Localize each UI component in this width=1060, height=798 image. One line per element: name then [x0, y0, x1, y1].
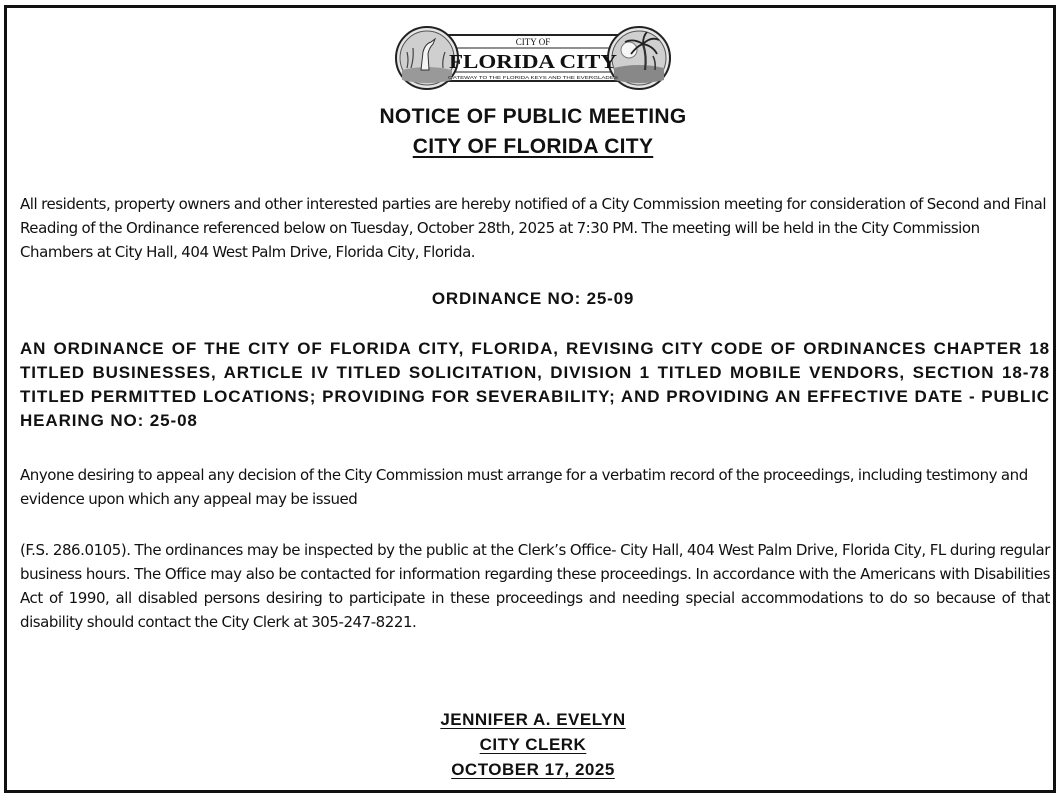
- signature-role: [7, 735, 1059, 755]
- notice-subtitle: [7, 135, 1059, 159]
- notice-title: NOTICE OF PUBLIC MEETING: [379, 105, 687, 128]
- logo-top-text: CITY OF: [515, 37, 551, 47]
- inspection-paragraph: (F.S. 286.0105). The ordinances may be inspected by the public at the Clerk’s Office- City Hall, 404 West Palm Drive, Florida City, FL during regular business hours. The Office may also be contacted for information regarding these proceedings. In accordance with the Americans with Disabilities Act of 1990, all disabled persons desiring to participate in these proceedings and needing special accommodations to do so because of that disability should contact the City Clerk at 305-247-8221.: [20, 541, 1050, 631]
- city-logo: [393, 22, 673, 92]
- signature-date-text: OCTOBER 17, 2025: [451, 760, 615, 779]
- city-seal-graphic: [393, 22, 673, 92]
- signature-name: [7, 710, 1059, 730]
- signature-name-text: JENNIFER A. EVELYN: [440, 710, 626, 729]
- signature-date: [7, 760, 1059, 780]
- appeal-paragraph: Anyone desiring to appeal any decision of the City Commission must arrange for a verbatim record of the proceedings, including testimony and evidence upon which any appeal may be issued: [20, 466, 1028, 508]
- ordinance-title: AN ORDINANCE OF THE CITY OF FLORIDA CITY, FLORIDA, REVISING CITY CODE OF ORDINANCES CHAPTER 18 TITLED BUSINESSES, ARTICLE IV TITLED SOLICITATION, DIVISION 1 TITLED MOBILE VENDORS, SECTION 18-78 TITLED PERMITTED LOCATIONS; PROVIDING FOR SEVERABILITY; AND PROVIDING AN EFFECTIVE DATE - PUBLIC HEARING NO: 25-08: [20, 339, 1050, 430]
- meeting-intro-paragraph: All residents, property owners and other interested parties are hereby notified of a City Commission meeting for consideration of Second and Final Reading of the Ordinance referenced below on Tuesday, October 28th, 2025 at 7:30 PM. The meeting will be held in the City Commission Chambers at City Hall, 404 West Palm Drive, Florida City, Florida.: [20, 195, 1047, 261]
- notice-subtitle-text: CITY OF FLORIDA CITY: [412, 135, 654, 158]
- logo-tagline: GATEWAY TO THE FLORIDA KEYS AND THE EVERGLADES: [448, 75, 618, 80]
- notice-frame: [4, 5, 1056, 793]
- logo-city-name: FLORIDA CITY: [449, 51, 618, 73]
- ordinance-number: ORDINANCE NO: 25-09: [431, 289, 635, 308]
- signature-role-text: CITY CLERK: [479, 735, 587, 754]
